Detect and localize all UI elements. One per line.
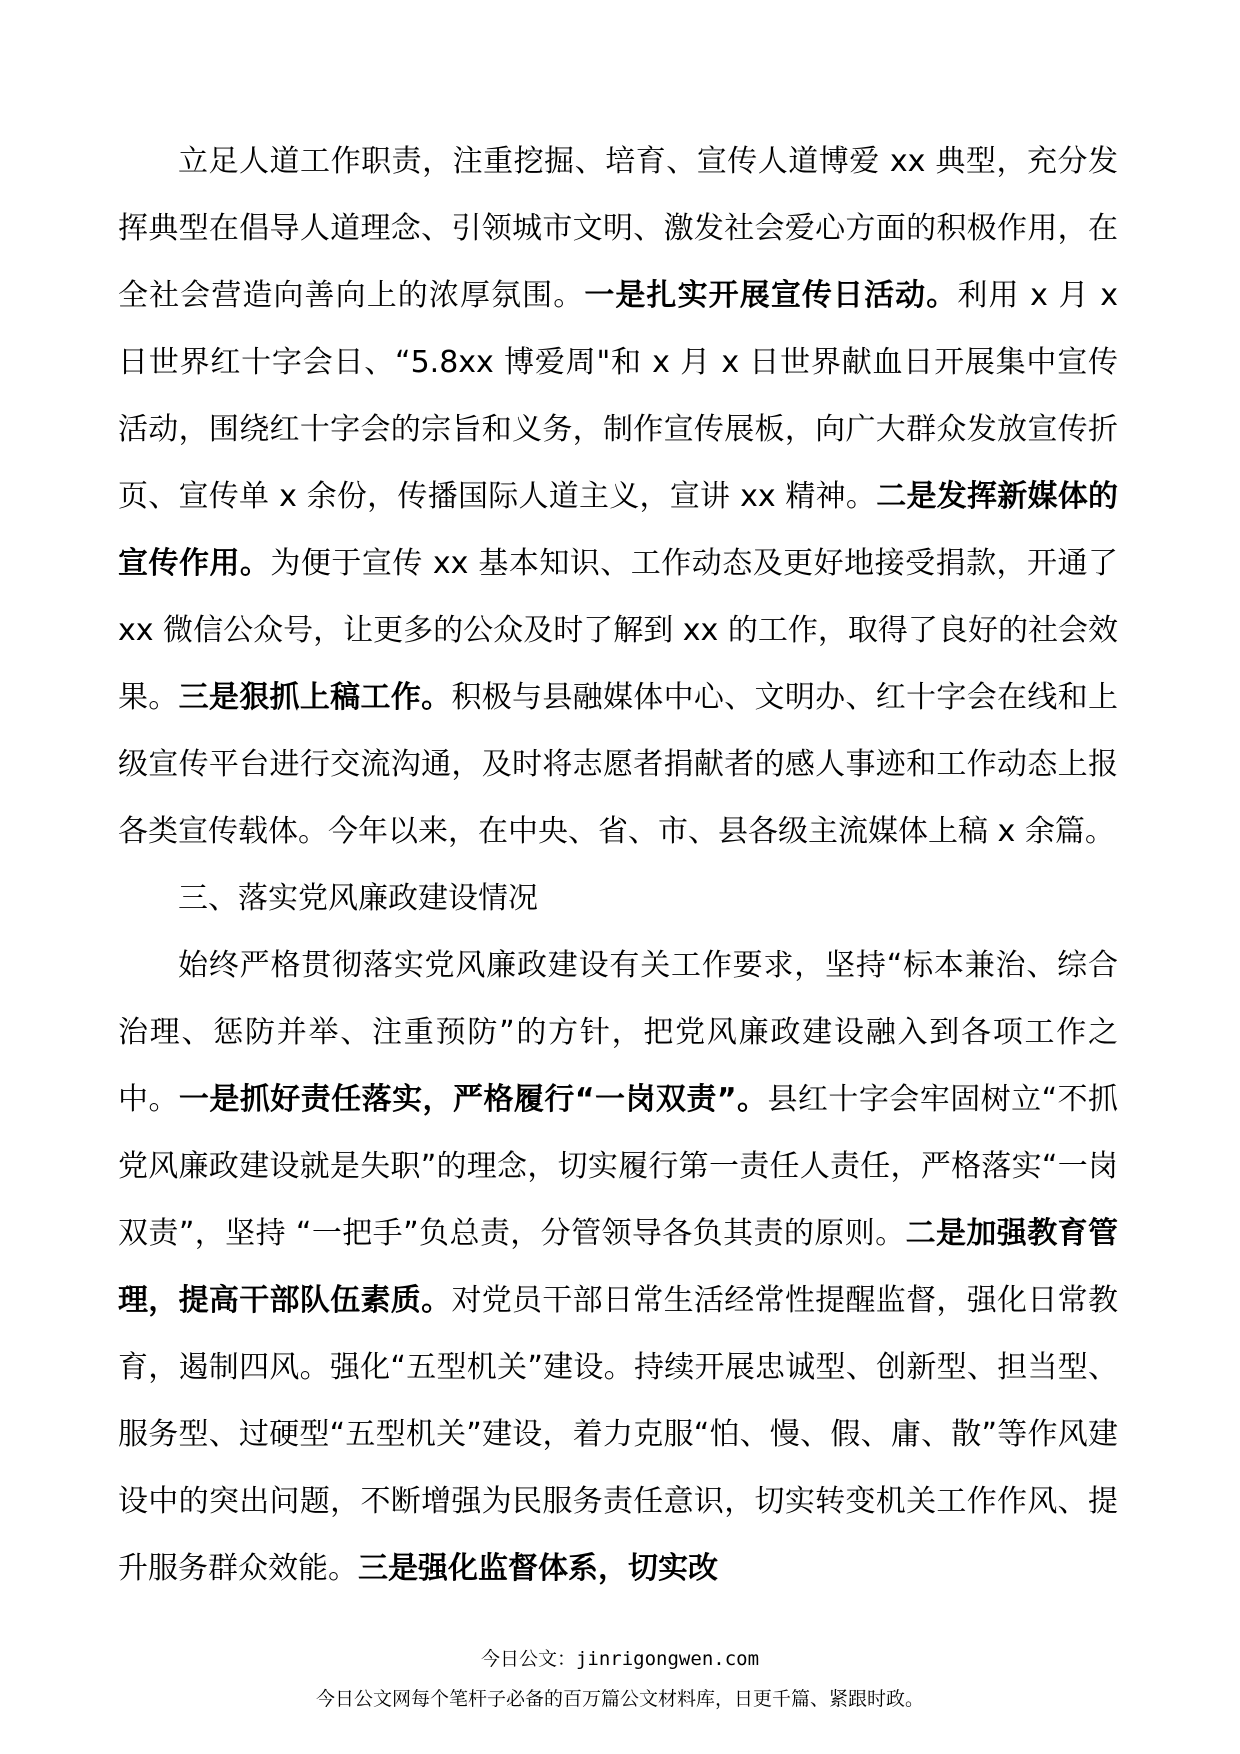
bold-lead: 三是强化监督体系，切实改 <box>358 1551 718 1586</box>
paragraph-integrity <box>118 932 1118 1602</box>
paragraph-text: 立足人道工作职责，注重挖掘、培育、宣传人道博爱 xx 典型，充分发挥典型在倡导人道理念、引领城市文明、激发社会爱心方面的积极作用，在全社会营造向善向上的浓厚氛围。 <box>118 144 1118 313</box>
footer-slogan: 今日公文网每个笔杆子必备的百万篇公文材料库，日更千篇、紧跟时政。 <box>315 1688 924 1710</box>
bold-lead: 三是狠抓上稿工作。 <box>178 680 452 715</box>
paragraph-text: 利用 x 月 x 日世界红十字会日、“5.8xx 博爱周"和 x 月 x 日世界献血日开展集中宣传活动，围绕红十字会的宗旨和义务，制作宣传展板，向广大群众发放宣传折页、宣传单 x 余份，传播国际人道主义，宣讲 xx 精神。 <box>118 278 1118 514</box>
paragraph-text: 县红十字会牢固树立“不抓党风廉政建设就是失职”的理念，切实履行第一责任人责任，严格落实“一岗双责”，坚持 “一把手”负总责，分管领导各负其责的原则。 <box>118 1082 1119 1251</box>
bold-lead: 二是发挥新媒体的宣传作用。 <box>118 479 1119 581</box>
paragraph-text: 对党员干部日常生活经常性提醒监督，强化日常教育，遏制四风。强化“五型机关”建设。持续开展忠诚型、创新型、担当型、服务型、过硬型“五型机关”建设，着力克服“怕、慢、假、庸、散”等作风建设中的突出问题，不断增强为民服务责任意识，切实转变机关工作作风、提升服务群众效能。 <box>118 1283 1118 1586</box>
document-body <box>118 128 1118 1602</box>
footer-site: 今日公文：jinrigongwen.com <box>480 1648 760 1670</box>
section-heading: 三、落实党风廉政建设情况 <box>178 881 538 916</box>
paragraph-text: 始终严格贯彻落实党风廉政建设有关工作要求，坚持“标本兼治、综合治理、惩防并举、注重预防”的方针，把党风廉政建设融入到各项工作之中。 <box>118 948 1118 1117</box>
paragraph-publicity <box>118 128 1118 865</box>
bold-lead: 一是抓好责任落实，严格履行“一岗双责”。 <box>178 1082 768 1117</box>
paragraph-text: 为便于宣传 xx 基本知识、工作动态及更好地接受捐款，开通了 xx 微信公众号，让更多的公众及时了解到 xx 的工作，取得了良好的社会效果。 <box>118 546 1119 715</box>
paragraph-text: 积极与县融媒体中心、文明办、红十字会在线和上级宣传平台进行交流沟通，及时将志愿者捐献者的感人事迹和工作动态上报各类宣传载体。今年以来，在中央、省、市、县各级主流媒体上稿 x 余篇。 <box>118 680 1118 849</box>
bold-lead: 二是加强教育管理，提高干部队伍素质。 <box>118 1216 1119 1318</box>
bold-lead: 一是扎实开展宣传日活动。 <box>584 278 958 313</box>
